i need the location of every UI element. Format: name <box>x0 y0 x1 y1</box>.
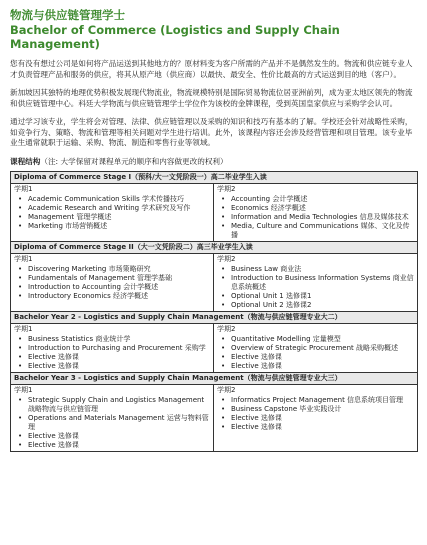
stage-units-row <box>11 253 418 311</box>
course-structure-note: （注: 大学保留对课程单元的顺序和内容做更改的权利） <box>40 156 228 166</box>
unit-item: • Business Law 商业法 <box>231 265 414 274</box>
unit-item: • Academic Research and Writing 学术研究及写作 <box>28 204 210 213</box>
stage-header-row <box>11 311 418 323</box>
unit-item: • Information and Media Technologies 信息及媒体技术 <box>231 213 414 222</box>
unit-item: • Elective 选修课 <box>231 414 414 423</box>
unit-item: • Economics 经济学概述 <box>231 204 414 213</box>
semester-label: 学期2 <box>217 324 236 333</box>
semester-cell-left <box>11 323 214 372</box>
semester-cell-left <box>11 253 214 311</box>
stage-header-row <box>11 171 418 183</box>
unit-item: • Business Statistics 商业统计学 <box>28 335 210 344</box>
unit-list <box>217 265 414 310</box>
stage-header-row <box>11 241 418 253</box>
unit-list <box>14 396 210 450</box>
unit-item: • Elective 选修课 <box>231 353 414 362</box>
unit-list <box>14 265 210 301</box>
unit-item: • Media, Culture and Communications 媒体、文化及传播 <box>231 222 414 240</box>
unit-item: • Business Capstone 毕业实践设计 <box>231 405 414 414</box>
unit-list <box>217 396 414 432</box>
unit-item: • Elective 选修课 <box>231 423 414 432</box>
intro-paragraph-3: 通过学习该专业，学生将会对管理、法律、供应链管理以及采购的知识和技巧有基本的了解。学校还会针对战略性采购，如竞争行为、策略、物流和管理等相关问题对学生进行培训。此外，该课程内容还会涉及经营管理和项目管理。该专业毕业生通常就职于运输、采购、物流、制造和零售行业等领域。 <box>10 117 413 147</box>
semester-label: 学期1 <box>14 385 33 394</box>
page-title-cn: 物流与供应链管理学士 <box>10 8 125 22</box>
unit-item: • Elective 选修课 <box>231 362 414 371</box>
semester-label: 学期2 <box>217 254 236 263</box>
unit-item: • Discovering Marketing 市场策略研究 <box>28 265 210 274</box>
unit-item: • Operations and Materials Management 运营与物料管理 <box>28 414 210 432</box>
unit-list <box>217 195 414 240</box>
semester-cell-right <box>214 384 418 451</box>
unit-item: • Elective 选修课 <box>28 441 210 450</box>
semester-label: 学期2 <box>217 184 236 193</box>
stage-header: Diploma of Commerce Stage II（大一文凭阶段二）高三毕业学生入读 <box>11 241 418 253</box>
course-structure-label: 课程结构 <box>10 156 41 166</box>
stage-units-row <box>11 384 418 451</box>
course-structure-table <box>10 171 418 452</box>
unit-list <box>14 195 210 231</box>
unit-item: • Quantitative Modelling 定量模型 <box>231 335 414 344</box>
unit-item: • Optional Unit 1 选修课1 <box>231 292 414 301</box>
semester-cell-right <box>214 323 418 372</box>
stage-units-row <box>11 183 418 241</box>
unit-item: • Introduction to Accounting 会计学概述 <box>28 283 210 292</box>
stage-header: Diploma of Commerce Stage I（预科/大一文凭阶段一）高二毕业学生入读 <box>11 171 418 183</box>
semester-cell-left <box>11 183 214 241</box>
semester-label: 学期1 <box>14 254 33 263</box>
unit-item: • Introduction to Business Information Systems 商业信息系统概述 <box>231 274 414 292</box>
unit-item: • Elective 选修课 <box>28 353 210 362</box>
semester-label: 学期1 <box>14 184 33 193</box>
stage-header: Bachelor Year 2 - Logistics and Supply Chain Management（物流与供应链管理专业大二） <box>11 311 418 323</box>
unit-item: • Fundamentals of Management 管理学基础 <box>28 274 210 283</box>
stage-units-row <box>11 323 418 372</box>
page-title-en: Bachelor of Commerce (Logistics and Supply Chain Management) <box>10 23 340 51</box>
semester-cell-left <box>11 384 214 451</box>
unit-list <box>217 335 414 371</box>
stage-header-row <box>11 372 418 384</box>
unit-item: • Introductory Economics 经济学概述 <box>28 292 210 301</box>
unit-item: • Marketing 市场营销概述 <box>28 222 210 231</box>
unit-list <box>14 335 210 371</box>
intro-paragraph-2: 新加坡因其独特的地理优势积极发展现代物流业，物流规模特别是国际贸易物流位居亚洲前列，成为亚太地区领先的物流和供应链管理中心。科廷大学物流与供应链管理学士学位作为该校的金牌课程，受到英国皇家供应与采购学会认可。 <box>10 88 413 108</box>
semester-cell-right <box>214 253 418 311</box>
unit-item: • Strategic Supply Chain and Logistics Management 战略物流与供应链管理 <box>28 396 210 414</box>
semester-label: 学期2 <box>217 385 236 394</box>
unit-item: • Optional Unit 2 选修课2 <box>231 301 414 310</box>
semester-cell-right <box>214 183 418 241</box>
unit-item: • Academic Communication Skills 学术传播技巧 <box>28 195 210 204</box>
course-structure-heading <box>10 157 417 167</box>
unit-item: • Elective 选修课 <box>28 432 210 441</box>
unit-item: • Introduction to Purchasing and Procurement 采购学 <box>28 344 210 353</box>
intro-paragraph-1: 您有没有想过公司是如何将产品运送到其他地方的？原材料变为客户所需的产品并不是偶然发生的。物流和供应链专业人才负责管理产品和服务的供应，将其从原产地（供应商）以最快、最安全、性价比最高的方式运送到目的地（客户）。 <box>10 59 413 79</box>
semester-label: 学期1 <box>14 324 33 333</box>
unit-item: • Overview of Strategic Procurement 战略采购概述 <box>231 344 414 353</box>
stage-header: Bachelor Year 3 - Logistics and Supply Chain Management（物流与供应链管理专业大三） <box>11 372 418 384</box>
unit-item: • Elective 选修课 <box>28 362 210 371</box>
unit-item: • Informatics Project Management 信息系统项目管理 <box>231 396 414 405</box>
unit-item: • Accounting 会计学概述 <box>231 195 414 204</box>
unit-item: • Management 管理学概述 <box>28 213 210 222</box>
